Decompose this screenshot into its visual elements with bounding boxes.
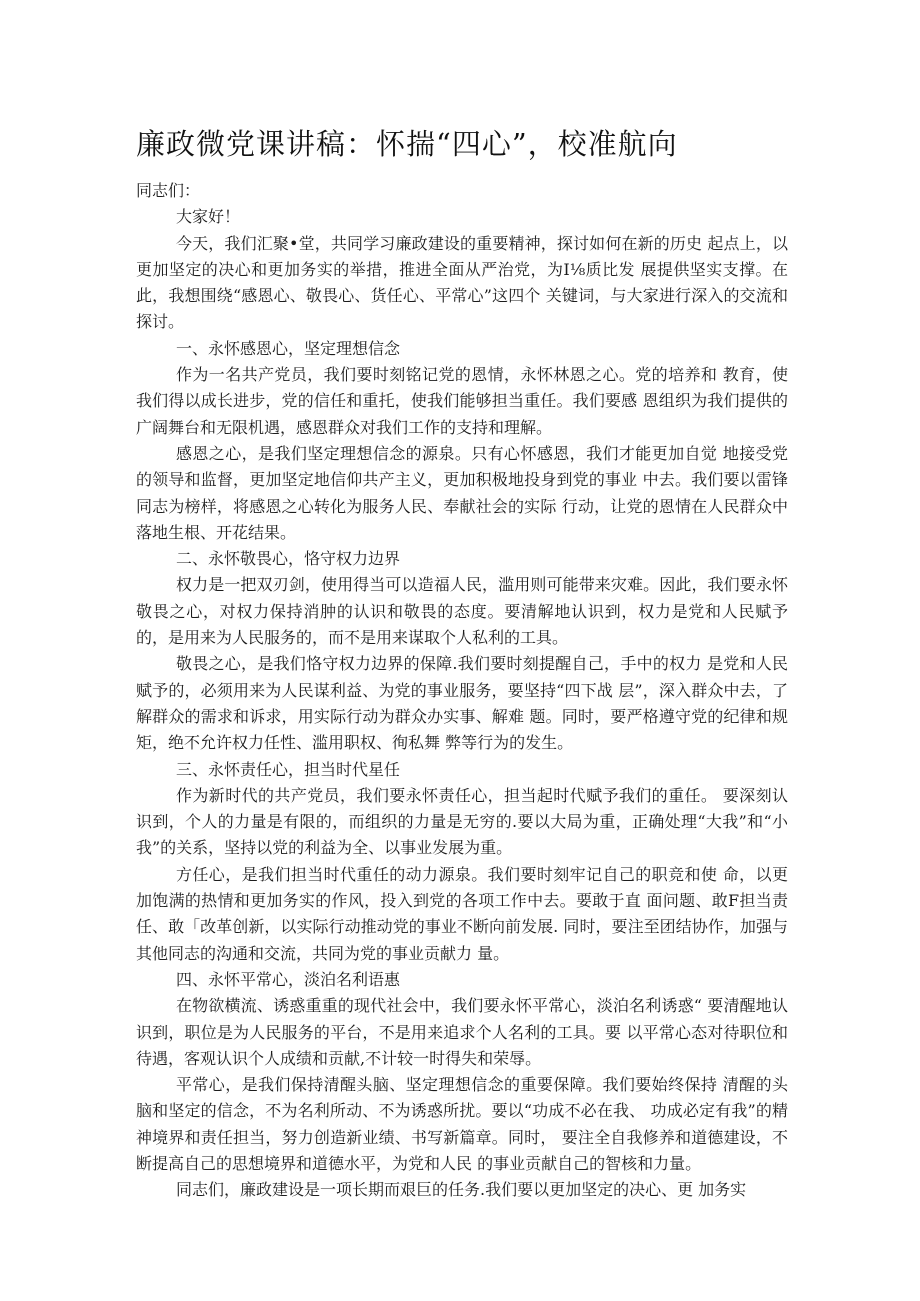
paragraph: 在物欲横流、诱惑重重的现代社会中，我们要永怀平常心，淡泊名利诱惑“ 要清醒地认识到，职位是为人民服务的平台，不是用来追求个人名利的工具。要 以平常心态对待职位和待遇，客观认识个人成绩和贡献,不计较一时得失和荣辱。 <box>136 996 788 1068</box>
paragraph: 感恩之心，是我们坚定理想信念的源泉。只有心怀感恩，我们才能更加自觉 地接受党的领导和监督，更加坚定地信仰共产主义，更加积极地投身到党的事业 中去。我们要以雷锋同志为榜样，将感恩之心转化为服务人民、奉献社会的实际 行动，让党的恩情在人民群众中落地生根、开花结果。 <box>136 443 788 542</box>
paragraph: 权力是一把双刃剑，使用得当可以造福人民，滥用则可能带来灾难。因此，我们要永怀敬畏之心，对权力保持消肿的认识和敬畏的态度。要清解地认识到，权力是党和人民赋予的，是用来为人民服务的，而不是用来谋取个人私利的工具。 <box>136 575 788 648</box>
paragraph: 平常心，是我们保持清醒头脑、坚定理想信念的重要保障。我们要始终保持 清醒的头脑和坚定的信念，不为名利所动、不为诱惑所扰。要以“功成不必在我、 功成必定有我”的精神境界和责任担当，努力创造新业绩、书写新篇章。同时， 要注全自我修养和道德建设，不断提高自己的思想境界和道德水平，为党和人民 的事业贡献自己的智核和力量。 <box>136 1075 788 1173</box>
paragraph-closing: 同志们，廉政建设是一项长期而艰巨的任务.我们要以更加坚定的决心、更 加务实 <box>176 1180 747 1200</box>
paragraph: 作为一名共产党员，我们要时刻铭记党的恩情，永怀林恩之心。党的培养和 教育，使我们得以成长进步，党的信任和重托，使我们能够担当重任。我们要感 恩组织为我们提供的广阔舞台和无限机遇，感恩群众对我们工作的支持和理解。 <box>136 365 788 437</box>
paragraph-intro: 今天，我们汇聚•堂，共同学习廉政建设的重要精神，探讨如何在新的历史 起点上，以更加坚定的决心和更加务实的举措，推进全面从严治党，为I⅛质比发 展提供坚实支撑。在此，我想围绕“感恩心、敬畏心、货任心、平常心”这四个 关键词，与大家进行深入的交流和探讨。 <box>136 233 788 332</box>
document-title: 廉政微党课讲稿：怀揣“四心”，校准航向 <box>136 127 678 161</box>
paragraph: 作为新时代的共产党员，我们要永怀责任心，担当起时代赋予我们的重任。 要深刻认识到，个人的力量是有限的，而组织的力量是无穷的.要以大局为重，正确处理“大我”和“小我”的关系，坚持以党的利益为全、以事业发展为重。 <box>136 785 788 858</box>
section-heading-1: 一、永怀感恩心，坚定理想信念 <box>176 338 401 358</box>
document-body <box>136 178 788 1204</box>
salutation: 同志们： <box>136 181 201 200</box>
paragraph: 方任心，是我们担当时代重任的动力源泉。我们要时刻牢记自己的职竞和使 命，以更加饱满的热情和更加务实的作风，投入到党的各项工作中去。要敢于直 面问题、敢F担当责任、敢「改革创新，以实际行动推动党的事业不断向前发展. 同时，要注至团结协作，加强与其他同志的沟通和交流，共同为党的事业贡献力 量。 <box>136 864 788 963</box>
paragraph: 敬畏之心，是我们恪守权力边界的保障.我们要时刻提醒自己，手中的权力 是党和人民赋予的，必须用来为人民谋利益、为党的事业服务，要坚持“四下战 层”，深入群众中去，了解群众的需求和诉求，用实际行动为群众办实事、解难 题。同时，要严格遵守党的纪律和规矩，绝不允许权力任性、滥用职权、徇私舞 弊等行为的发生。 <box>136 654 788 753</box>
greeting: 大家好！ <box>176 207 241 227</box>
section-heading-2: 二、永怀敬畏心，恪守权力边界 <box>176 549 401 569</box>
section-heading-4: 四、永怀平常心，淡泊名利语惠 <box>176 969 401 989</box>
section-heading-3: 三、永怀责任心，担当时代星任 <box>176 759 401 779</box>
